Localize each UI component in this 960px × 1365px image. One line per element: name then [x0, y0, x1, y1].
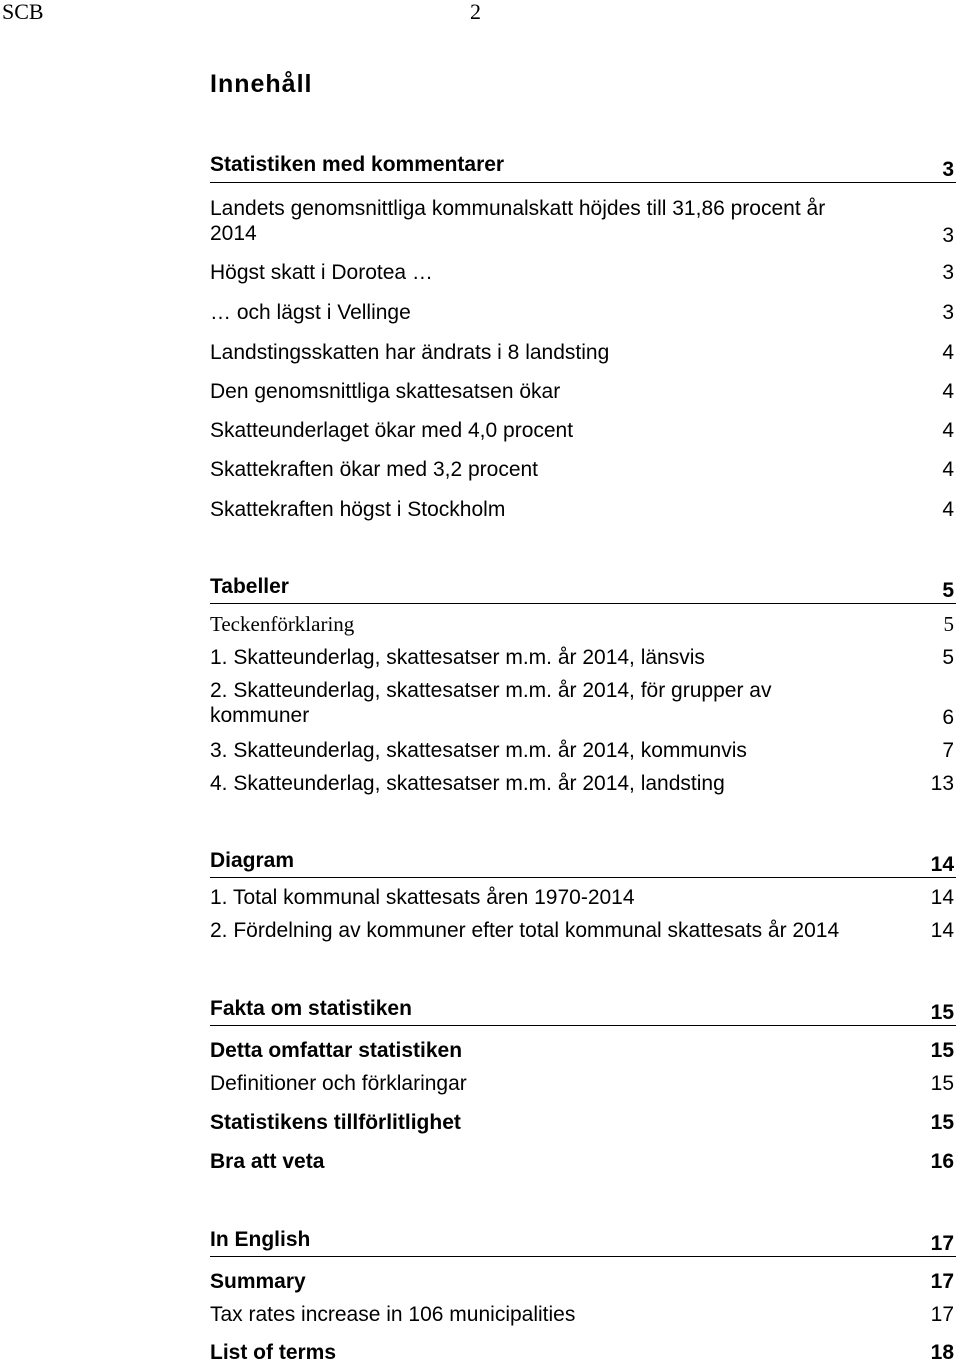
toc-entry[interactable]	[210, 260, 956, 285]
toc-entry[interactable]	[210, 1110, 956, 1135]
toc-entry-label: Statistikens tillförlitlighet	[210, 1111, 461, 1134]
toc-entry-label: Bra att veta	[210, 1150, 325, 1173]
toc-entry[interactable]	[210, 300, 956, 325]
toc-entry-label: In English	[210, 1228, 311, 1251]
toc-entry-label: Tabeller	[210, 575, 289, 598]
toc-entry[interactable]	[210, 418, 956, 443]
toc-entry-page: 5	[942, 646, 954, 669]
toc-entry-label: Definitioner och förklaringar	[210, 1072, 467, 1095]
toc-entry-page: 15	[930, 1039, 954, 1062]
toc-entry-page: 3	[942, 301, 954, 324]
toc-entry-page: 4	[942, 419, 954, 442]
toc-entry-label: 4. Skatteunderlag, skattesatser m.m. år 2014, landsting	[210, 772, 725, 795]
toc-entry[interactable]	[210, 612, 956, 637]
toc-entry[interactable]	[210, 379, 956, 404]
toc-entry-label: 1. Total kommunal skattesats åren 1970-2014	[210, 886, 635, 909]
toc-entry-label: Diagram	[210, 849, 295, 872]
toc-entry[interactable]	[210, 572, 956, 604]
toc-entry-label: Den genomsnittliga skattesatsen ökar	[210, 380, 561, 403]
toc-entry-label: Summary	[210, 1270, 306, 1293]
toc-entry[interactable]	[210, 1302, 956, 1327]
toc-entry[interactable]	[210, 1038, 956, 1063]
toc-entry-page: 15	[930, 1111, 954, 1134]
toc-entry-page: 4	[942, 341, 954, 364]
toc-entry-label: … och lägst i Vellinge	[210, 301, 411, 324]
toc-entry-page: 15	[930, 1072, 954, 1095]
toc-entry[interactable]	[210, 1225, 956, 1257]
toc-entry-label: Skattekraften ökar med 3,2 procent	[210, 458, 539, 481]
toc-entry[interactable]	[210, 1340, 956, 1365]
toc-entry[interactable]	[210, 457, 956, 482]
toc-entry[interactable]	[210, 738, 956, 763]
toc-entry-page: 6	[942, 706, 954, 729]
toc-entry[interactable]	[210, 1269, 956, 1294]
toc-entry-page: 5	[942, 579, 954, 602]
toc-entry[interactable]	[210, 771, 956, 796]
toc-entry-page: 17	[930, 1270, 954, 1293]
toc-entry-page: 3	[942, 224, 954, 247]
toc-entry-page: 4	[942, 458, 954, 481]
toc-entry-page: 17	[930, 1303, 954, 1326]
toc-entry-label: Landstingsskatten har ändrats i 8 landsting	[210, 341, 610, 364]
toc-entry-page: 3	[942, 158, 954, 181]
toc-entry-page: 13	[930, 772, 954, 795]
toc-entry[interactable]	[210, 340, 956, 365]
toc-entry[interactable]	[210, 994, 956, 1026]
toc-entry[interactable]	[210, 1149, 956, 1174]
page-title: Innehåll	[210, 70, 313, 98]
toc-entry-label: Teckenförklaring	[210, 612, 355, 636]
toc-entry-page: 14	[930, 886, 954, 909]
toc-entry-page: 4	[942, 380, 954, 403]
toc-entry[interactable]	[210, 846, 956, 878]
toc-entry-page: 18	[930, 1341, 954, 1364]
toc-entry-page: 16	[930, 1150, 954, 1173]
toc-entry-label: Detta omfattar statistiken	[210, 1039, 463, 1062]
toc-entry-page: 3	[942, 261, 954, 284]
toc-entry[interactable]	[210, 150, 956, 183]
toc-entry-label: Skattekraften högst i Stockholm	[210, 498, 506, 521]
toc-entry-label: Tax rates increase in 106 municipalities	[210, 1303, 576, 1326]
toc-entry-page: 14	[930, 853, 954, 876]
toc-entry[interactable]	[210, 918, 956, 943]
toc-entry[interactable]	[210, 678, 956, 730]
toc-entry-page: 14	[930, 919, 954, 942]
toc-entry-page: 4	[942, 498, 954, 521]
toc-entry-label: 2. Skatteunderlag, skattesatser m.m. år 2014, för grupper av kommuner	[210, 679, 772, 727]
toc-entry[interactable]	[210, 196, 956, 248]
toc-entry-label: 1. Skatteunderlag, skattesatser m.m. år 2014, länsvis	[210, 646, 705, 669]
toc-entry[interactable]	[210, 497, 956, 522]
toc-entry-label: Fakta om statistiken	[210, 997, 412, 1020]
toc-entry-label: List of terms	[210, 1341, 337, 1364]
toc-entry[interactable]	[210, 1071, 956, 1096]
toc-entry-label: 2. Fördelning av kommuner efter total kommunal skattesats år 2014	[210, 919, 840, 942]
toc-entry[interactable]	[210, 885, 956, 910]
toc-entry-page: 5	[943, 612, 954, 636]
toc-entry-label: Landets genomsnittliga kommunalskatt höjdes till 31,86 procent år 2014	[210, 197, 826, 245]
header-org: SCB	[2, 0, 44, 24]
toc-entry-label: 3. Skatteunderlag, skattesatser m.m. år 2014, kommunvis	[210, 739, 747, 762]
toc-entry-page: 15	[930, 1001, 954, 1024]
toc-entry[interactable]	[210, 645, 956, 670]
toc-entry-page: 17	[930, 1232, 954, 1255]
toc-entry-label: Skatteunderlaget ökar med 4,0 procent	[210, 419, 574, 442]
toc-entry-label: Statistiken med kommentarer	[210, 153, 505, 176]
toc-entry-label: Högst skatt i Dorotea …	[210, 261, 433, 284]
toc-entry-page: 7	[942, 739, 954, 762]
header-page-number: 2	[470, 0, 481, 24]
